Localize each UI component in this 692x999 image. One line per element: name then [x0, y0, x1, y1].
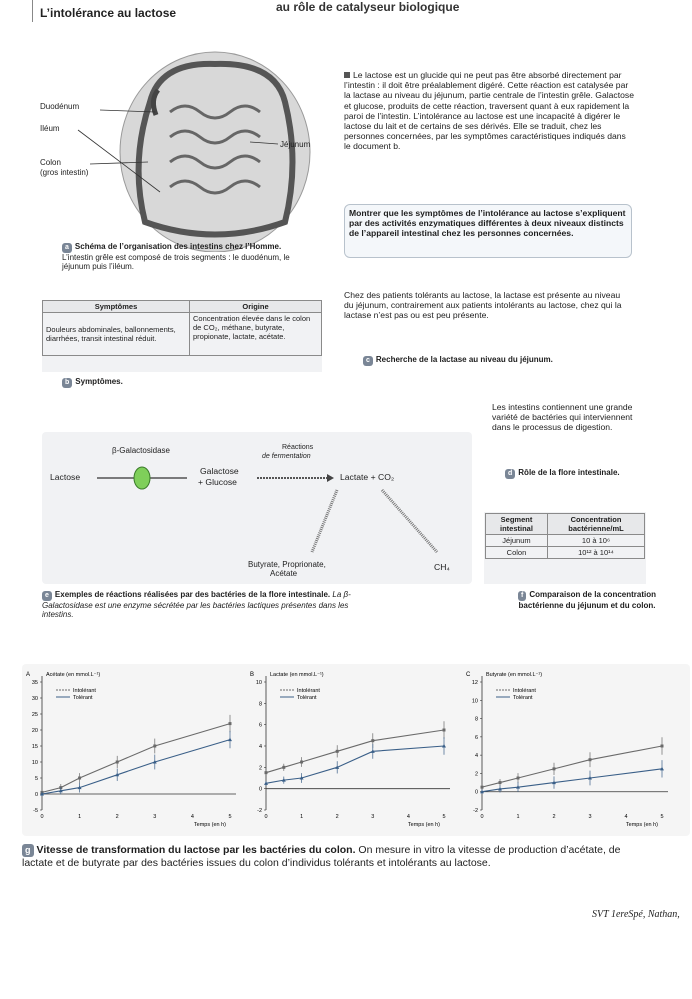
chart-butyrate	[462, 664, 684, 836]
doc-f-caption	[512, 590, 662, 610]
data-point	[265, 771, 268, 774]
conc-row-2-segment: Colon	[486, 547, 548, 559]
section-rule	[32, 0, 33, 22]
y-tick-label: 10	[255, 680, 262, 686]
data-point	[553, 767, 556, 770]
x-tick-label: 5	[442, 814, 446, 820]
page-title-fragment: au rôle de catalyseur biologique	[276, 0, 460, 14]
x-tick-label: 3	[371, 814, 375, 820]
lactose-label: Lactose	[50, 472, 81, 482]
legend-label: Intolérant	[73, 688, 96, 694]
doc-a-letter: a	[62, 243, 72, 253]
symptoms-panel	[42, 300, 322, 372]
x-tick-label: 4	[406, 814, 410, 820]
doc-g-caption-bold: Vitesse de transformation du lactose par les bactéries du colon.	[36, 844, 356, 856]
y-tick-label: 4	[258, 744, 262, 750]
y-tick-label: -5	[33, 808, 38, 814]
doc-g-caption	[22, 844, 622, 870]
series-line-tolerant	[42, 740, 230, 794]
conc-row-2-value: 10¹² à 10¹⁴	[547, 547, 644, 559]
doc-b-caption-text: Symptômes.	[75, 377, 123, 386]
symptoms-cell: Douleurs abdominales, ballonnements, diarrhées, transit intestinal réduit.	[43, 313, 190, 356]
conc-row-1-segment: Jéjunum	[486, 535, 548, 547]
x-axis-label: Temps (en h)	[193, 822, 226, 828]
doc-c-caption	[363, 355, 553, 366]
doc-d-text: Les intestins contiennent une grande variété de bactéries qui interviennent dans le processus de digestion.	[492, 402, 633, 433]
series-line-intolerant	[42, 724, 230, 793]
x-tick-label: 3	[153, 814, 157, 820]
data-point	[229, 722, 232, 725]
doc-f-letter: f	[518, 591, 526, 601]
x-tick-label: 1	[516, 814, 520, 820]
y-tick-label: 4	[474, 753, 478, 760]
chart-acetate	[22, 664, 255, 836]
butyrate-label: Butyrate, Proprionate,	[248, 560, 326, 569]
data-point	[517, 777, 520, 780]
x-tick-label: 5	[228, 814, 232, 820]
chart-title: Lactate (en mmol.L⁻¹)	[270, 672, 324, 678]
doc-c-letter: c	[363, 356, 373, 366]
doc-d-caption-text: Rôle de la flore intestinale.	[518, 468, 620, 477]
bullet-square	[344, 72, 350, 78]
doc-b-letter: b	[62, 378, 72, 388]
y-tick-label: 10	[471, 698, 478, 705]
ch4-label: CH₄	[434, 562, 450, 572]
x-tick-label: 1	[78, 814, 82, 820]
label-gros-intestin: (gros intestin)	[40, 168, 89, 177]
conc-header-concentration: Concentration bactérienne/mL	[547, 514, 644, 535]
data-point	[371, 739, 374, 742]
data-point	[78, 777, 81, 780]
y-tick-label: 0	[34, 792, 38, 798]
doc-g-caption-rest: On mesure in vitro la vitesse de production d’acétate, de lactate et de butyrate par des bactéries issues du colon d’individus tolérants et intolérants au lactose.	[22, 844, 621, 869]
intro-paragraph	[344, 70, 634, 152]
doc-a-caption	[62, 242, 312, 272]
y-tick-label: -2	[257, 808, 262, 814]
task-box	[344, 204, 632, 258]
y-tick-label: 0	[474, 789, 478, 796]
doc-c-caption-text: Recherche de la lactase au niveau du jéjunum.	[375, 355, 553, 364]
series-line-intolerant	[482, 746, 662, 787]
y-tick-label: 25	[31, 712, 38, 718]
label-duodenum: Duodénum	[40, 102, 80, 111]
doc-e-letter: e	[42, 591, 52, 601]
x-tick-label: 5	[660, 814, 664, 820]
doc-b-caption	[62, 377, 123, 388]
y-tick-label: 6	[258, 722, 262, 729]
y-tick-label: 8	[474, 716, 478, 723]
x-tick-label: 4	[624, 814, 628, 820]
x-tick-label: 0	[40, 814, 44, 820]
symptoms-table	[42, 300, 322, 356]
legend-label: Intolérant	[513, 688, 536, 694]
panel-letter: A	[26, 672, 31, 678]
panel-letter: C	[466, 672, 471, 678]
lactate-label: Lactate + CO₂	[340, 472, 395, 482]
legend-label: Tolérant	[73, 695, 93, 701]
x-tick-label: 0	[264, 814, 268, 820]
chart-title: Acétate (en mmol.L⁻¹)	[46, 672, 101, 678]
y-tick-label: -2	[473, 808, 478, 814]
label-ileum: Iléum	[40, 124, 60, 133]
conc-header-segment: Segment intestinal	[486, 514, 548, 535]
doc-g-letter: g	[22, 844, 34, 857]
data-point	[153, 745, 156, 748]
galactose-label: Galactose	[200, 466, 239, 476]
y-tick-label: 2	[258, 765, 262, 772]
x-tick-label: 3	[588, 814, 592, 820]
y-tick-label: 15	[31, 744, 38, 750]
acetate-label: Acétate	[270, 569, 298, 578]
section-title: L’intolérance au lactose	[40, 6, 177, 20]
concentration-panel	[484, 512, 646, 584]
x-axis-label: Temps (en h)	[625, 822, 658, 828]
symptoms-header-1: Symptômes	[43, 301, 190, 313]
doc-c-text: Chez des patients tolérants au lactose, la lactase est présente au niveau du jéjunum, contrairement aux patients intolérants au lactose, chez qui la lactase n’est pas ou est peu présente.	[344, 290, 622, 321]
footer-credit: SVT 1ereSpé, Nathan,	[592, 909, 680, 920]
doc-e-caption	[42, 590, 372, 620]
data-point	[481, 786, 484, 789]
y-tick-label: 30	[31, 696, 38, 702]
chart-lactate	[246, 664, 466, 836]
chart-title: Butyrate (en mmol.L⁻¹)	[486, 672, 543, 678]
y-tick-label: 20	[31, 728, 38, 734]
legend-label: Tolérant	[297, 695, 317, 701]
y-tick-label: 12	[471, 680, 478, 686]
x-tick-label: 2	[552, 814, 556, 820]
data-point	[589, 758, 592, 761]
doc-e-caption-rest: La β-Galactosidase est une enzyme sécrétée par les bactéries lactiques présentes dans les intestins.	[42, 590, 351, 620]
legend-label: Tolérant	[513, 695, 533, 701]
legend-label: Intolérant	[297, 688, 320, 694]
task-text: Montrer que les symptômes de l’intolérance au lactose s’expliquent par des activités enzymatiques différentes à deux niveaux distincts de l’appareil intestinal chez les personnes concernées.	[349, 208, 626, 239]
label-jejunum: Jéjunum	[280, 140, 311, 149]
label-colon: Colon	[40, 158, 61, 167]
doc-d-letter: d	[505, 469, 515, 479]
data-point	[336, 750, 339, 753]
y-tick-label: 2	[474, 771, 478, 778]
data-point	[282, 766, 285, 769]
x-tick-label: 2	[335, 814, 339, 820]
conc-row-1-value: 10 à 10⁶	[547, 535, 644, 547]
doc-f-caption-text: Comparaison de la concentration bactérienne du jéjunum et du colon.	[518, 590, 657, 610]
origin-cell: Concentration élevée dans le colon de CO₂, méthane, butyrate, propionate, lactate, acétate.	[190, 313, 322, 356]
doc-a-caption-rest: L’intestin grêle est composé de trois segments : le duodénum, le jéjunum puis l’iléum.	[62, 252, 290, 272]
y-tick-label: 6	[474, 734, 478, 741]
y-tick-label: 35	[31, 680, 38, 686]
series-line-intolerant	[266, 730, 444, 773]
doc-d-caption	[505, 468, 620, 479]
data-point	[661, 745, 664, 748]
enzyme-label: β-Galactosidase	[112, 446, 170, 455]
glucose-label: + Glucose	[198, 477, 237, 487]
y-tick-label: 10	[31, 760, 38, 766]
x-tick-label: 2	[115, 814, 119, 820]
y-tick-label: 5	[34, 776, 38, 782]
data-point	[228, 738, 232, 742]
y-tick-label: 0	[258, 786, 262, 793]
reactions-label: Réactions	[282, 444, 314, 451]
data-point	[116, 761, 119, 764]
x-tick-label: 1	[300, 814, 304, 820]
x-tick-label: 4	[190, 814, 194, 820]
doc-e-caption-bold: Exemples de réactions réalisées par des bactéries de la flore intestinale.	[54, 590, 331, 599]
intro-text: Le lactose est un glucide qui ne peut pas être absorbé directement par l’intestin : il doit être préalablement digéré. Cette réaction est catalysée par la lactase au niveau du jéjunum, partie centrale de l’intestin grêle. Galactose et glucose, produits de cette réaction, traversent quant à eux rapidement la paroi de l’intestin.	[344, 70, 634, 121]
fermentation-label: de fermentation	[262, 453, 311, 460]
concentration-table	[485, 513, 645, 559]
y-tick-label: 8	[258, 701, 262, 708]
symptoms-header-2: Origine	[190, 301, 322, 313]
x-axis-label: Temps (en h)	[407, 822, 440, 828]
data-point	[499, 781, 502, 784]
x-tick-label: 0	[480, 814, 484, 820]
panel-letter: B	[250, 672, 255, 678]
intro-text-2: L’intolérance au lactose est une incapacité à digérer le lactose du lait et de certains de ses dérivés. Elle se traduit, chez les personnes concernées, par les symptômes caractéristiques indiqués dans le document b.	[344, 110, 626, 152]
data-point	[443, 729, 446, 732]
data-point	[300, 761, 303, 764]
doc-a-caption-bold: Schéma de l’organisation des intestins chez l’Homme.	[74, 242, 282, 251]
